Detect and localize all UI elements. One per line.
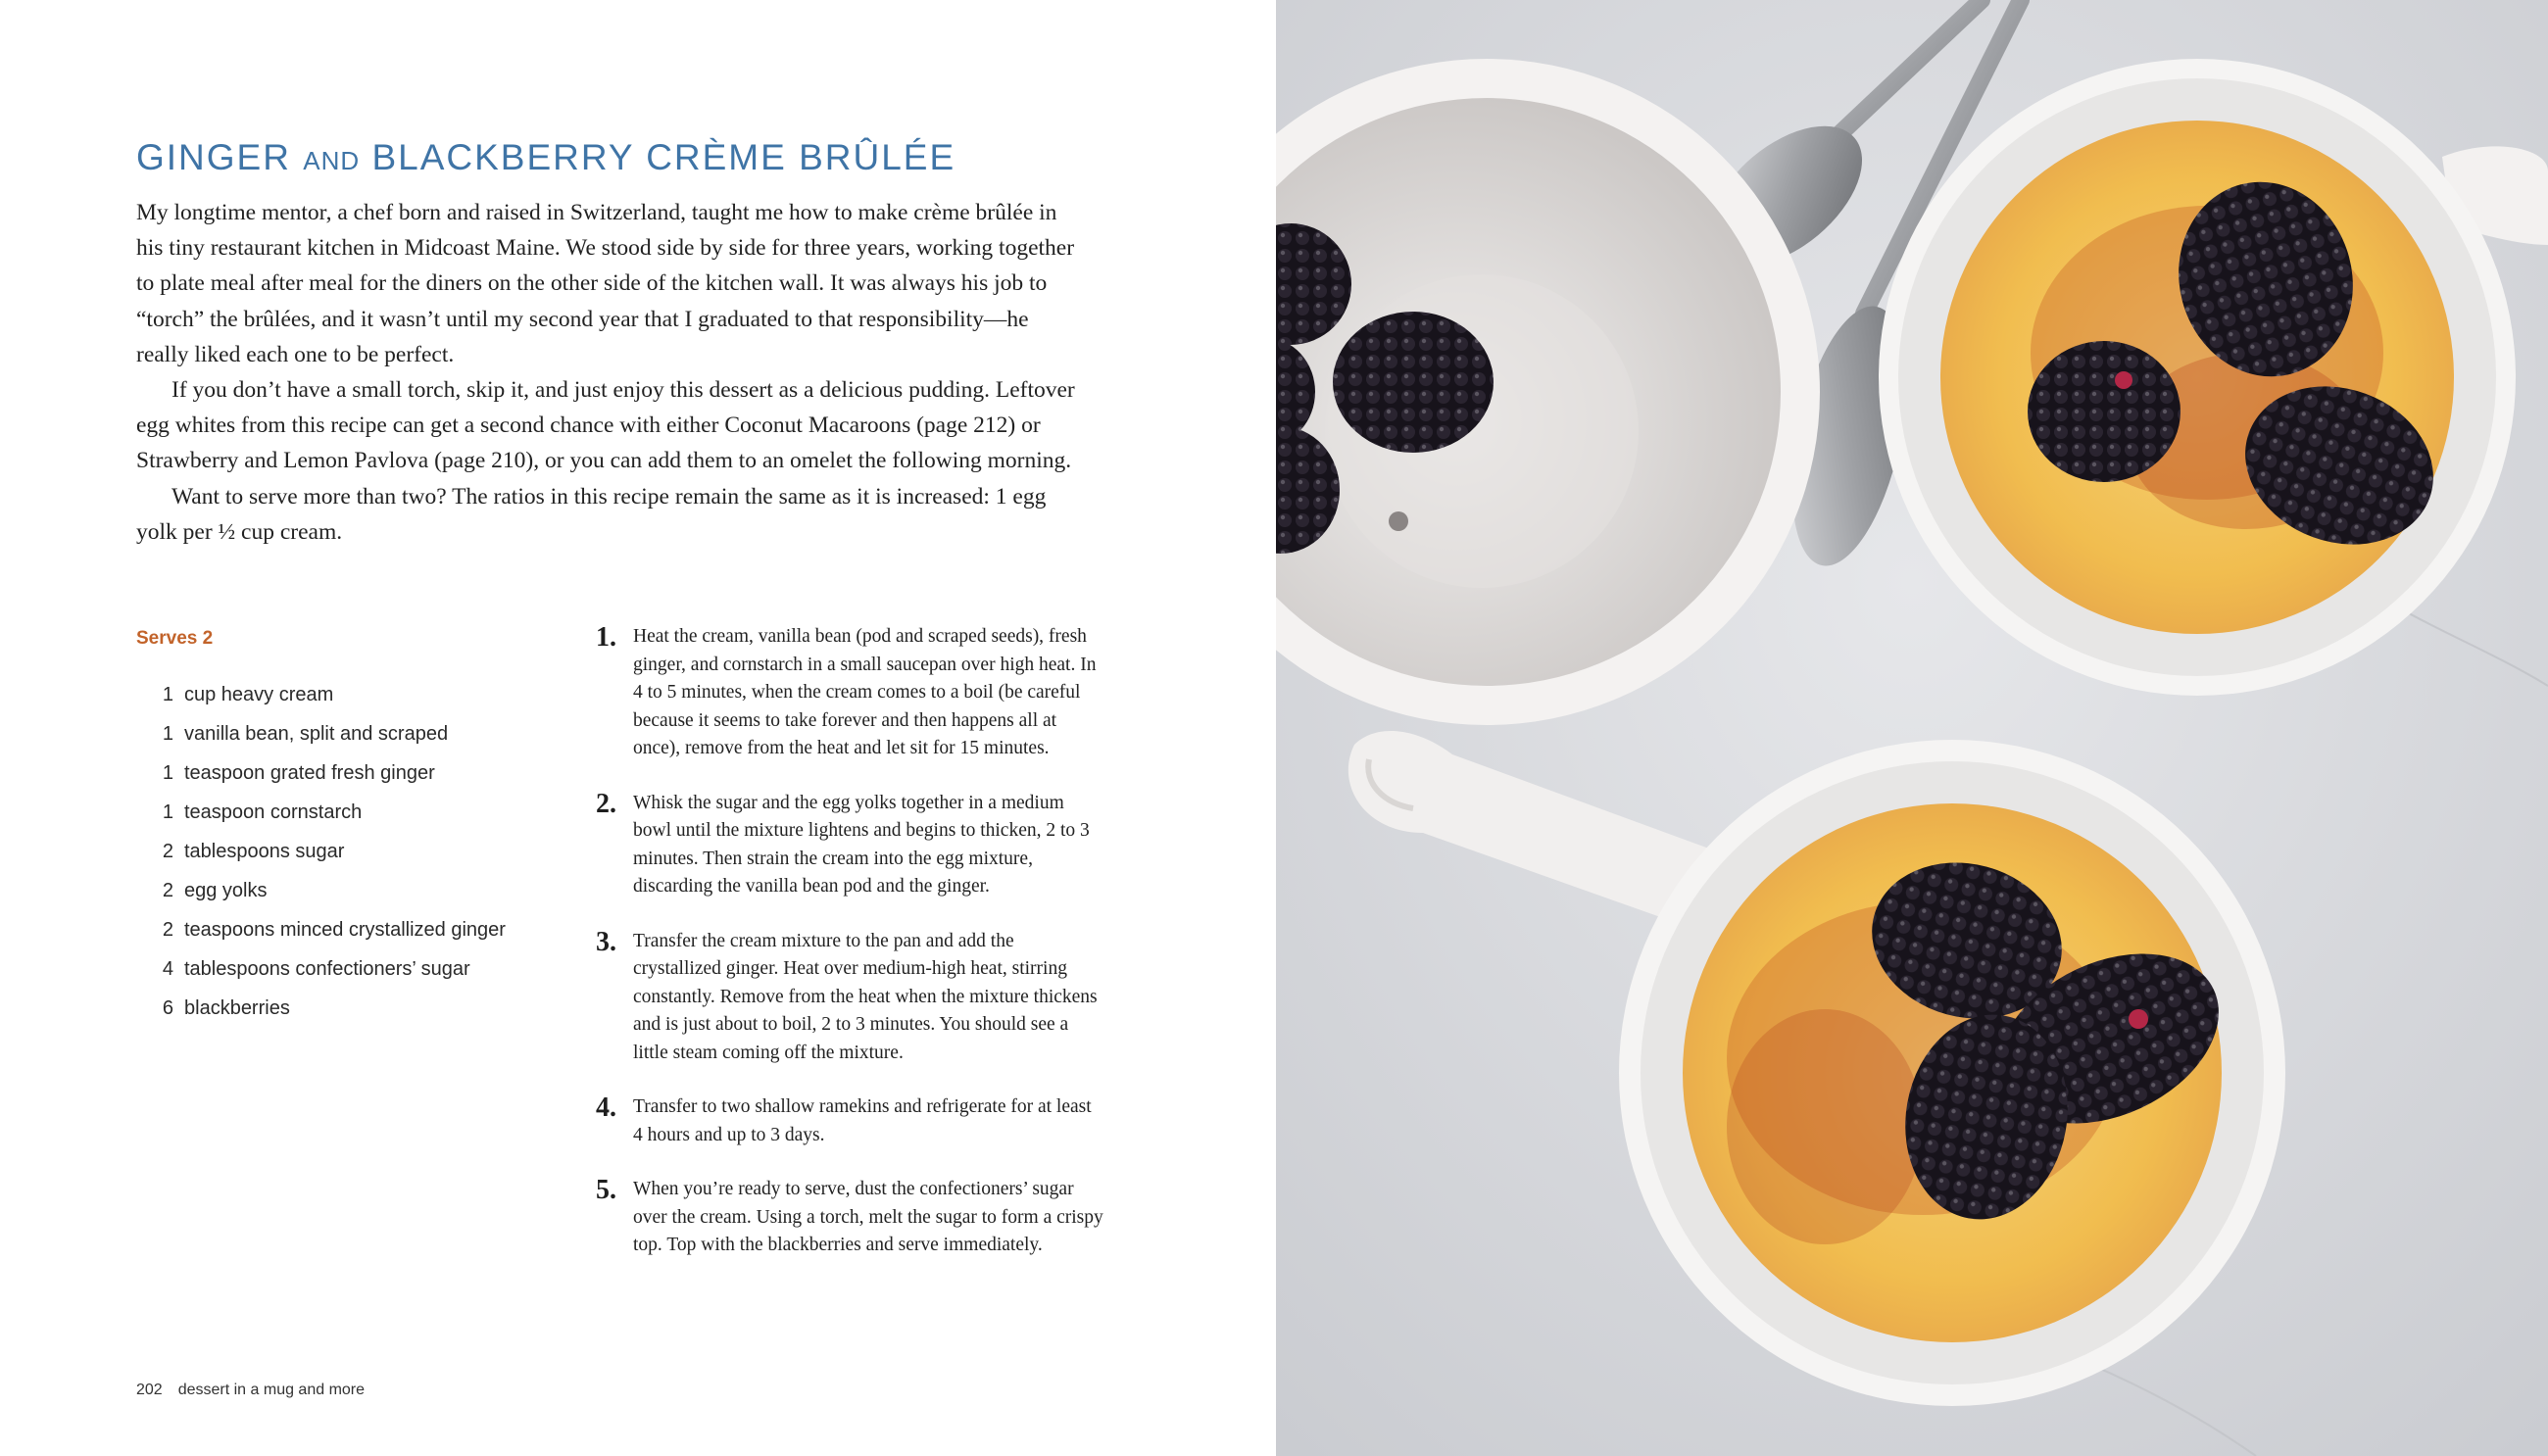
ingredient-qty: 1 <box>162 801 173 823</box>
step-number: 1. <box>596 622 616 653</box>
ingredient-item <box>136 678 558 717</box>
step-text: Whisk the sugar and the egg yolks together in a medium bowl until the mixture lightens and begins to thicken, 2 to 3 minutes. Then strain the cream into the egg mixture, discarding the vanilla bean pod and the ginger. <box>633 792 1090 897</box>
serves-label: Serves 2 <box>136 628 214 649</box>
page-number: 202 <box>136 1382 163 1398</box>
ingredient-qty: 1 <box>162 762 173 784</box>
method-steps <box>596 623 1105 1286</box>
method-step <box>596 1176 1105 1260</box>
ingredient-name: egg yolks <box>184 880 268 901</box>
ingredient-item <box>136 796 558 835</box>
recipe-intro <box>136 195 1077 550</box>
page-footer <box>136 1382 365 1399</box>
ingredient-qty: 4 <box>162 958 173 980</box>
step-text: When you’re ready to serve, dust the confectioners’ sugar over the cream. Using a torch, melt the sugar to form a crispy top. Top with the blackberries and serve immediately. <box>633 1179 1103 1255</box>
title-and: AND <box>303 146 361 175</box>
ingredient-name: tablespoons confectioners’ sugar <box>184 958 470 980</box>
ingredient-qty: 2 <box>162 841 173 862</box>
ingredient-name: teaspoon grated fresh ginger <box>184 762 435 784</box>
ingredient-qty: 2 <box>162 919 173 941</box>
ingredient-item <box>136 835 558 874</box>
intro-paragraph: Want to serve more than two? The ratios in this recipe remain the same as it is increased: 1 egg yolk per ½ cup cream. <box>136 483 1047 545</box>
step-number: 2. <box>596 788 616 819</box>
method-step <box>596 928 1105 1068</box>
step-text: Transfer the cream mixture to the pan and add the crystallized ginger. Heat over medium-high heat, stirring constantly. Remove from the heat when the mixture thickens and is just about to boil, 2 to 3 minutes. You should see a little steam coming off the mixture. <box>633 930 1098 1063</box>
step-text: Transfer to two shallow ramekins and refrigerate for at least 4 hours and up to 3 days. <box>633 1096 1092 1145</box>
ingredient-qty: 1 <box>162 723 173 745</box>
ingredient-item <box>136 756 558 796</box>
step-number: 3. <box>596 926 616 957</box>
ingredient-name: cup heavy cream <box>184 684 334 705</box>
ingredient-qty: 6 <box>162 997 173 1019</box>
method-step <box>596 790 1105 901</box>
ingredient-item <box>136 913 558 952</box>
ingredient-name: vanilla bean, split and scraped <box>184 723 449 745</box>
ingredient-item <box>136 952 558 992</box>
title-part2: BLACKBERRY CRÈME BRÛLÉE <box>371 137 956 177</box>
step-number: 4. <box>596 1092 616 1123</box>
ingredient-item <box>136 992 558 1031</box>
step-number: 5. <box>596 1175 616 1205</box>
ingredient-name: blackberries <box>184 997 290 1019</box>
intro-paragraph: My longtime mentor, a chef born and raised in Switzerland, taught me how to make crème brûlée in his tiny restaurant kitchen in Midcoast Maine. We stood side by side for three years, working together to plate meal after meal for the diners on the other side of the kitchen wall. It was always his job to “torch” the brûlées, and it wasn’t until my second year that I graduated to that responsibility—he really liked each one to be perfect. <box>136 200 1075 367</box>
title-part1: GINGER <box>136 137 291 177</box>
intro-paragraph: If you don’t have a small torch, skip it, and just enjoy this dessert as a delicious pudding. Leftover egg whites from this recipe can get a second chance with either Coconut Macaroons (page 212) or Strawberry and Lemon Pavlova (page 210), or you can add them to an omelet the following morning. <box>136 377 1075 474</box>
recipe-title <box>136 137 1214 178</box>
method-step <box>596 1093 1105 1149</box>
ingredient-item <box>136 717 558 756</box>
method-step <box>596 623 1105 763</box>
recipe-photo <box>1276 0 2548 1456</box>
ingredient-name: tablespoons sugar <box>184 841 345 862</box>
ingredient-qty: 2 <box>162 880 173 901</box>
ingredient-item <box>136 874 558 913</box>
step-text: Heat the cream, vanilla bean (pod and scraped seeds), fresh ginger, and cornstarch in a small saucepan over high heat. In 4 to 5 minutes, when the cream comes to a boil (be careful because it seems to take forever and then happens all at once), remove from the heat and let sit for 15 minutes. <box>633 626 1097 758</box>
section-name: dessert in a mug and more <box>177 1382 366 1398</box>
ingredient-name: teaspoons minced crystallized ginger <box>184 919 506 941</box>
ingredient-qty: 1 <box>162 684 173 705</box>
ingredient-name: teaspoon cornstarch <box>184 801 363 823</box>
ingredient-list <box>136 678 558 1031</box>
